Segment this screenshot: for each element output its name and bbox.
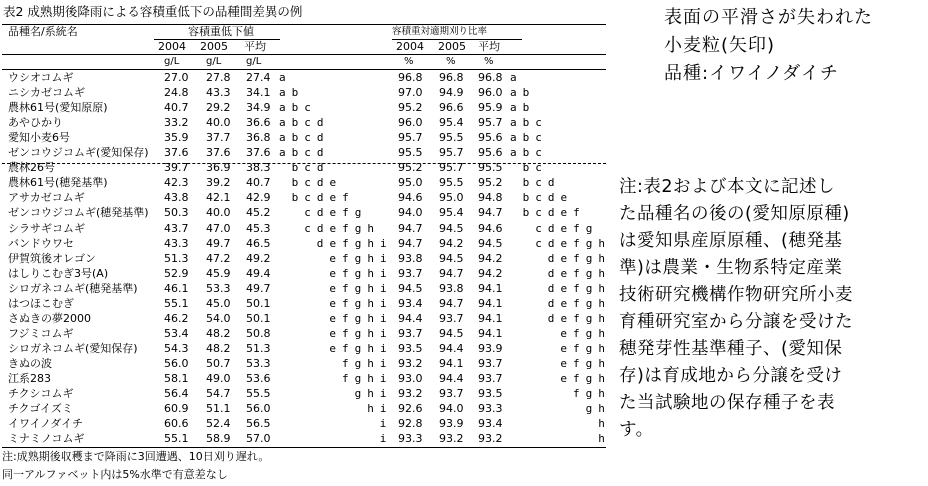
pct-avg: % (484, 56, 494, 67)
variety-name: 伊賀筑後オレゴン (8, 251, 96, 265)
table-row (2, 342, 606, 356)
value-avg: 49.2 (246, 251, 271, 265)
side-note-line: 注:表2および本文に記述し (619, 177, 836, 197)
ratio-2005: 95.5 (439, 176, 464, 190)
value-2004: 43.8 (164, 191, 189, 205)
variety-name: ウシオコムギ (8, 71, 74, 84)
ratio-avg: 93.4 (478, 417, 503, 431)
table-row (2, 432, 606, 446)
letters-drop: b c d e f (291, 191, 349, 205)
table-row (2, 237, 606, 251)
letters-drop: b c d (291, 161, 324, 175)
letters-drop: e f g h i (329, 281, 387, 295)
letters-ratio: a b (510, 86, 530, 100)
value-avg: 49.7 (246, 281, 271, 295)
ratio-avg: 93.2 (478, 432, 503, 446)
ratio-avg: 95.2 (478, 176, 503, 190)
ratio-avg: 94.8 (478, 191, 503, 205)
value-2004: 33.2 (164, 116, 189, 130)
ratio-2005: 94.4 (439, 341, 464, 355)
table-row (2, 372, 606, 386)
value-2005: 49.0 (206, 372, 231, 385)
ratio-avg: 94.1 (478, 296, 503, 310)
variety-name: フジミコムギ (8, 326, 74, 340)
value-2004: 40.7 (164, 101, 189, 115)
ratio-avg: 93.7 (478, 372, 503, 385)
value-2004: 35.9 (164, 131, 189, 145)
value-avg: 50.1 (246, 311, 271, 325)
unit-2005: g/L (206, 56, 222, 67)
value-2005: 36.9 (206, 161, 231, 175)
ratio-2004: 94.7 (398, 221, 423, 235)
value-avg: 53.6 (246, 372, 271, 385)
table-row (2, 252, 606, 266)
letters-drop: e f g h i (329, 341, 387, 355)
variety-name: 愛知小麦6号 (8, 131, 70, 145)
ratio-2005: 93.2 (439, 432, 464, 446)
variety-name: 江系283 (8, 372, 51, 385)
letters-drop: h i (367, 402, 387, 416)
photo-caption-line-3: 品種:イワイノダイチ (664, 63, 839, 84)
table-row (2, 327, 606, 341)
unit-avg: g/L (246, 56, 262, 67)
value-2005: 51.1 (206, 402, 231, 416)
ratio-2004: 94.7 (398, 236, 423, 250)
header-avg-ratio: 平均 (478, 40, 500, 53)
ratio-2004: 94.5 (398, 281, 423, 295)
value-2004: 43.3 (164, 236, 189, 250)
value-2005: 45.9 (206, 266, 231, 280)
side-note-line: 技術研究機構作物研究所小麦 (619, 285, 853, 305)
ratio-2005: 95.7 (439, 161, 464, 175)
variety-name: ゼンコウジコムギ(穂発基準) (8, 206, 149, 220)
letters-drop: a b (279, 86, 299, 100)
letters-ratio: a b c (510, 116, 542, 130)
letters-drop: b c d e (291, 176, 337, 190)
letters-drop: a b c d (279, 131, 324, 145)
value-avg: 53.3 (246, 356, 271, 370)
table-row (2, 176, 606, 190)
value-2004: 27.0 (164, 71, 189, 84)
variety-name: ニシカゼコムギ (8, 86, 85, 100)
ratio-2004: 95.5 (398, 146, 423, 160)
variety-name: 農林61号(穂発基準) (8, 176, 108, 190)
value-2005: 29.2 (206, 101, 231, 115)
ratio-avg: 93.9 (478, 341, 503, 355)
variety-name: はしりこむぎ3号(A) (8, 266, 109, 280)
value-2004: 24.8 (164, 86, 189, 100)
ratio-avg: 94.2 (478, 251, 503, 265)
ratio-2004: 97.0 (398, 86, 423, 100)
variety-name: あやひかり (8, 116, 63, 130)
group-separator-rule (2, 163, 606, 164)
value-avg: 51.3 (246, 341, 271, 355)
table-row (2, 71, 606, 85)
ratio-2005: 94.5 (439, 221, 464, 235)
ratio-2005: 95.7 (439, 146, 464, 160)
table-row (2, 402, 606, 416)
value-2004: 43.7 (164, 221, 189, 235)
letters-ratio: c d e f g h (535, 236, 606, 250)
ratio-2005: 96.8 (439, 71, 464, 84)
letters-ratio: e f g h (560, 372, 605, 385)
letters-ratio: b c d e f (522, 206, 580, 220)
letters-drop: d e f g h i (316, 236, 387, 250)
table-row (2, 222, 606, 236)
value-2004: 39.7 (164, 161, 189, 175)
ratio-avg: 95.5 (478, 161, 503, 175)
variety-name: ミナミノコムギ (8, 432, 85, 446)
value-2005: 48.2 (206, 341, 231, 355)
value-2004: 53.4 (164, 326, 189, 340)
value-avg: 55.5 (246, 387, 271, 401)
letters-ratio: e f g h (560, 356, 605, 370)
ratio-avg: 93.3 (478, 402, 503, 416)
letters-ratio: e f g h (560, 341, 605, 355)
letters-drop: i (379, 417, 387, 431)
letters-drop: e f g h i (329, 251, 387, 265)
header-avg: 平均 (244, 40, 266, 53)
ratio-2004: 93.0 (398, 372, 423, 385)
photo-caption-line-1: 表面の平滑さが失われた (664, 7, 873, 28)
ratio-2004: 95.2 (398, 161, 423, 175)
ratio-avg: 94.6 (478, 221, 503, 235)
ratio-2005: 95.0 (439, 191, 464, 205)
value-2004: 51.3 (164, 251, 189, 265)
ratio-2004: 93.3 (398, 432, 423, 446)
table-row (2, 417, 606, 431)
letters-ratio: b c d (522, 176, 555, 190)
ratio-avg: 96.8 (478, 71, 503, 84)
value-2004: 55.1 (164, 296, 189, 310)
value-avg: 46.5 (246, 236, 271, 250)
variety-name: イワイノダイチ (8, 417, 84, 431)
table-title: 表2 成熟期後降雨による容積重低下の品種間差異の例 (3, 4, 303, 19)
value-avg: 40.7 (246, 176, 271, 190)
letters-drop: c d e f g h (304, 221, 375, 235)
photo-caption (664, 4, 873, 88)
value-2004: 46.2 (164, 311, 189, 325)
ratio-avg: 94.2 (478, 266, 503, 280)
value-2004: 60.9 (164, 402, 189, 416)
ratio-2005: 94.2 (439, 236, 464, 250)
ratio-2004: 94.6 (398, 191, 423, 205)
ratio-2005: 93.8 (439, 281, 464, 295)
value-2004: 50.3 (164, 206, 189, 220)
letters-ratio: b c d e (522, 191, 568, 205)
letters-ratio: d e f g h (547, 311, 605, 325)
letters-ratio: a (510, 71, 517, 84)
ratio-2005: 94.9 (439, 86, 464, 100)
table-row (2, 116, 606, 130)
value-avg: 50.1 (246, 296, 271, 310)
value-avg: 27.4 (246, 71, 271, 84)
ratio-2004: 93.8 (398, 251, 423, 265)
variety-name: シロガネコムギ(穂発基準) (8, 281, 138, 295)
ratio-2004: 95.0 (398, 176, 423, 190)
variety-name: ゼンコウジコムギ(愛知保存) (8, 146, 149, 160)
ratio-avg: 94.1 (478, 326, 503, 340)
value-2005: 47.0 (206, 221, 231, 235)
value-2004: 58.1 (164, 372, 189, 385)
value-avg: 36.8 (246, 131, 271, 145)
header-variety: 品種名/系統名 (8, 25, 78, 38)
letters-drop: a b c d (279, 146, 324, 160)
value-avg: 49.4 (246, 266, 271, 280)
letters-ratio: d e f g h (547, 281, 605, 295)
ratio-2005: 93.7 (439, 311, 464, 325)
ratio-2005: 95.5 (439, 131, 464, 145)
letters-drop: c d e f g (304, 206, 362, 220)
ratio-2004: 93.2 (398, 387, 423, 401)
ratio-2004: 93.2 (398, 356, 423, 370)
variety-name: バンドウワセ (8, 236, 74, 250)
value-avg: 36.6 (246, 116, 271, 130)
side-note-line: は愛知県産原原種、(穂発基 (619, 231, 843, 251)
side-note-line: 穂発芽性基準種子、(愛知保 (619, 339, 843, 359)
value-2005: 42.1 (206, 191, 231, 205)
ratio-2004: 95.2 (398, 101, 423, 115)
value-2005: 40.0 (206, 206, 231, 220)
letters-ratio: b c (522, 161, 542, 175)
ratio-2004: 92.6 (398, 402, 423, 416)
ratio-avg: 94.7 (478, 206, 503, 220)
value-2005: 37.6 (206, 146, 231, 160)
value-2005: 39.2 (206, 176, 231, 190)
header-volume-drop: 容積重低下値 (188, 25, 254, 38)
letters-drop: a (279, 71, 286, 84)
ratio-2004: 94.4 (398, 311, 423, 325)
header-2004: 2004 (158, 40, 186, 53)
value-2005: 54.7 (206, 387, 231, 401)
variety-name: チクシコムギ (8, 387, 74, 401)
value-2005: 37.7 (206, 131, 231, 145)
variety-name: はつほこむぎ (8, 296, 74, 310)
table-row (2, 267, 606, 281)
side-note-line: す。 (619, 420, 654, 440)
value-avg: 37.6 (246, 146, 271, 160)
value-avg: 45.3 (246, 221, 271, 235)
letters-drop: i (379, 432, 387, 446)
value-avg: 34.9 (246, 101, 271, 115)
ratio-2005: 94.4 (439, 372, 464, 385)
value-avg: 56.0 (246, 402, 271, 416)
ratio-2005: 94.1 (439, 356, 464, 370)
table-row (2, 312, 606, 326)
value-2005: 48.2 (206, 326, 231, 340)
ratio-avg: 95.6 (478, 146, 503, 160)
ratio-2005: 96.6 (439, 101, 464, 115)
value-2004: 60.6 (164, 417, 189, 431)
ratio-2004: 95.7 (398, 131, 423, 145)
value-avg: 45.2 (246, 206, 271, 220)
header-2005: 2005 (200, 40, 228, 53)
ratio-2004: 93.7 (398, 326, 423, 340)
table-note-1: 注:成熟期後収穫まで降雨に3回遭遇、10日刈り遅れ。 (2, 450, 270, 463)
value-2004: 52.9 (164, 266, 189, 280)
table-top-rule (2, 24, 606, 25)
value-2004: 55.1 (164, 432, 189, 446)
header-mid-rule (2, 54, 606, 55)
ratio-avg: 93.7 (478, 356, 503, 370)
side-note-line: 育種研究室から分譲を受けた (619, 312, 853, 332)
table-row (2, 131, 606, 145)
table-row (2, 357, 606, 371)
value-2005: 27.8 (206, 71, 231, 84)
value-avg: 34.1 (246, 86, 271, 100)
value-2005: 45.0 (206, 296, 231, 310)
letters-drop: e f g h i (329, 311, 387, 325)
variety-name: シロガネコムギ(愛知保存) (8, 341, 138, 355)
ratio-avg: 95.7 (478, 116, 503, 130)
value-avg: 42.9 (246, 191, 271, 205)
letters-ratio: d e f g h (547, 251, 605, 265)
ratio-2005: 95.4 (439, 206, 464, 220)
ratio-2005: 94.5 (439, 251, 464, 265)
letters-drop: e f g h i (329, 326, 387, 340)
letters-drop: f g h i (342, 372, 387, 385)
value-avg: 38.3 (246, 161, 271, 175)
value-avg: 50.8 (246, 326, 271, 340)
ratio-avg: 95.9 (478, 101, 503, 115)
value-avg: 57.0 (246, 432, 271, 446)
letters-ratio: c d e f g (535, 221, 593, 235)
variety-name: 農林26号 (8, 161, 55, 175)
header-2005-ratio: 2005 (438, 40, 466, 53)
ratio-2005: 93.9 (439, 417, 464, 431)
value-2004: 42.3 (164, 176, 189, 190)
side-note-line: 準)は農業・生物系特定産業 (619, 258, 843, 278)
ratio-2004: 94.0 (398, 206, 423, 220)
table-note-2: 同一アルファベット内は5%水準で有意差なし (2, 468, 228, 481)
value-2005: 49.7 (206, 236, 231, 250)
table-row (2, 282, 606, 296)
letters-ratio: a b c (510, 146, 542, 160)
letters-drop: e f g h i (329, 266, 387, 280)
ratio-2004: 93.4 (398, 296, 423, 310)
ratio-2005: 94.5 (439, 326, 464, 340)
ratio-2004: 92.8 (398, 417, 423, 431)
variety-name: チクゴイズミ (8, 402, 73, 416)
ratio-avg: 94.5 (478, 236, 503, 250)
ratio-2004: 96.8 (398, 71, 423, 84)
ratio-2004: 96.0 (398, 116, 423, 130)
value-2005: 43.3 (206, 86, 231, 100)
side-note (619, 174, 919, 444)
side-note-line: 存)は育成地から分譲を受け (619, 366, 843, 386)
value-2005: 47.2 (206, 251, 231, 265)
letters-ratio: d e f g h (547, 296, 605, 310)
ratio-avg: 96.0 (478, 86, 503, 100)
value-2005: 54.0 (206, 311, 231, 325)
letters-drop: g h i (354, 387, 387, 401)
pct-2004: % (404, 56, 414, 67)
letters-ratio: d e f g h (547, 266, 605, 280)
side-note-line: た品種名の後の(愛知原原種) (619, 204, 850, 224)
letters-ratio: h (598, 432, 605, 446)
variety-name: さぬきの夢2000 (8, 311, 91, 325)
value-2004: 56.0 (164, 356, 189, 370)
table-row (2, 387, 606, 401)
letters-ratio: a b c (510, 131, 542, 145)
value-2005: 50.7 (206, 356, 231, 370)
ratio-2004: 93.5 (398, 341, 423, 355)
letters-ratio: f g h (573, 387, 605, 401)
letters-drop: a b c (279, 101, 311, 115)
table-row (2, 101, 606, 115)
letters-drop: e f g h i (329, 296, 387, 310)
ratio-avg: 94.1 (478, 311, 503, 325)
value-2005: 40.0 (206, 116, 231, 130)
ratio-2005: 94.7 (439, 296, 464, 310)
letters-drop: a b c d (279, 116, 324, 130)
ratio-2005: 95.4 (439, 116, 464, 130)
table-row (2, 86, 606, 100)
header-volume-ratio: 容積重対適期刈り比率 (392, 26, 488, 37)
variety-name: アサカゼコムギ (8, 191, 85, 205)
letters-ratio: e f g h (560, 326, 605, 340)
letters-ratio: g h (585, 402, 605, 416)
value-avg: 56.5 (246, 417, 271, 431)
ratio-2005: 94.0 (439, 402, 464, 416)
side-note-line: た当試験地の保存種子を表 (619, 393, 835, 413)
variety-name: きぬの波 (8, 356, 52, 370)
letters-ratio: h (598, 417, 605, 431)
ratio-avg: 94.1 (478, 281, 503, 295)
table-row (2, 297, 606, 311)
ratio-avg: 95.6 (478, 131, 503, 145)
letters-ratio: a b (510, 101, 530, 115)
variety-name: シラサギコムギ (8, 221, 85, 235)
ratio-2004: 93.7 (398, 266, 423, 280)
ratio-2005: 94.7 (439, 266, 464, 280)
letters-drop: f g h i (342, 356, 387, 370)
header-2004-ratio: 2004 (396, 40, 424, 53)
value-2005: 58.9 (206, 432, 231, 446)
value-2004: 54.3 (164, 341, 189, 355)
value-2004: 37.6 (164, 146, 189, 160)
unit-2004: g/L (164, 56, 180, 67)
ratio-avg: 93.5 (478, 387, 503, 401)
value-2005: 53.3 (206, 281, 231, 295)
value-2004: 56.4 (164, 387, 189, 401)
photo-caption-line-2: 小麦粒(矢印) (664, 35, 776, 56)
table-row (2, 146, 606, 160)
table-row (2, 191, 606, 205)
variety-name: 農林61号(愛知原原) (8, 101, 108, 115)
value-2005: 52.4 (206, 417, 231, 431)
table-row (2, 206, 606, 220)
pct-2005: % (446, 56, 456, 67)
value-2004: 46.1 (164, 281, 189, 295)
ratio-2005: 93.7 (439, 387, 464, 401)
header-bottom-rule (2, 69, 606, 70)
